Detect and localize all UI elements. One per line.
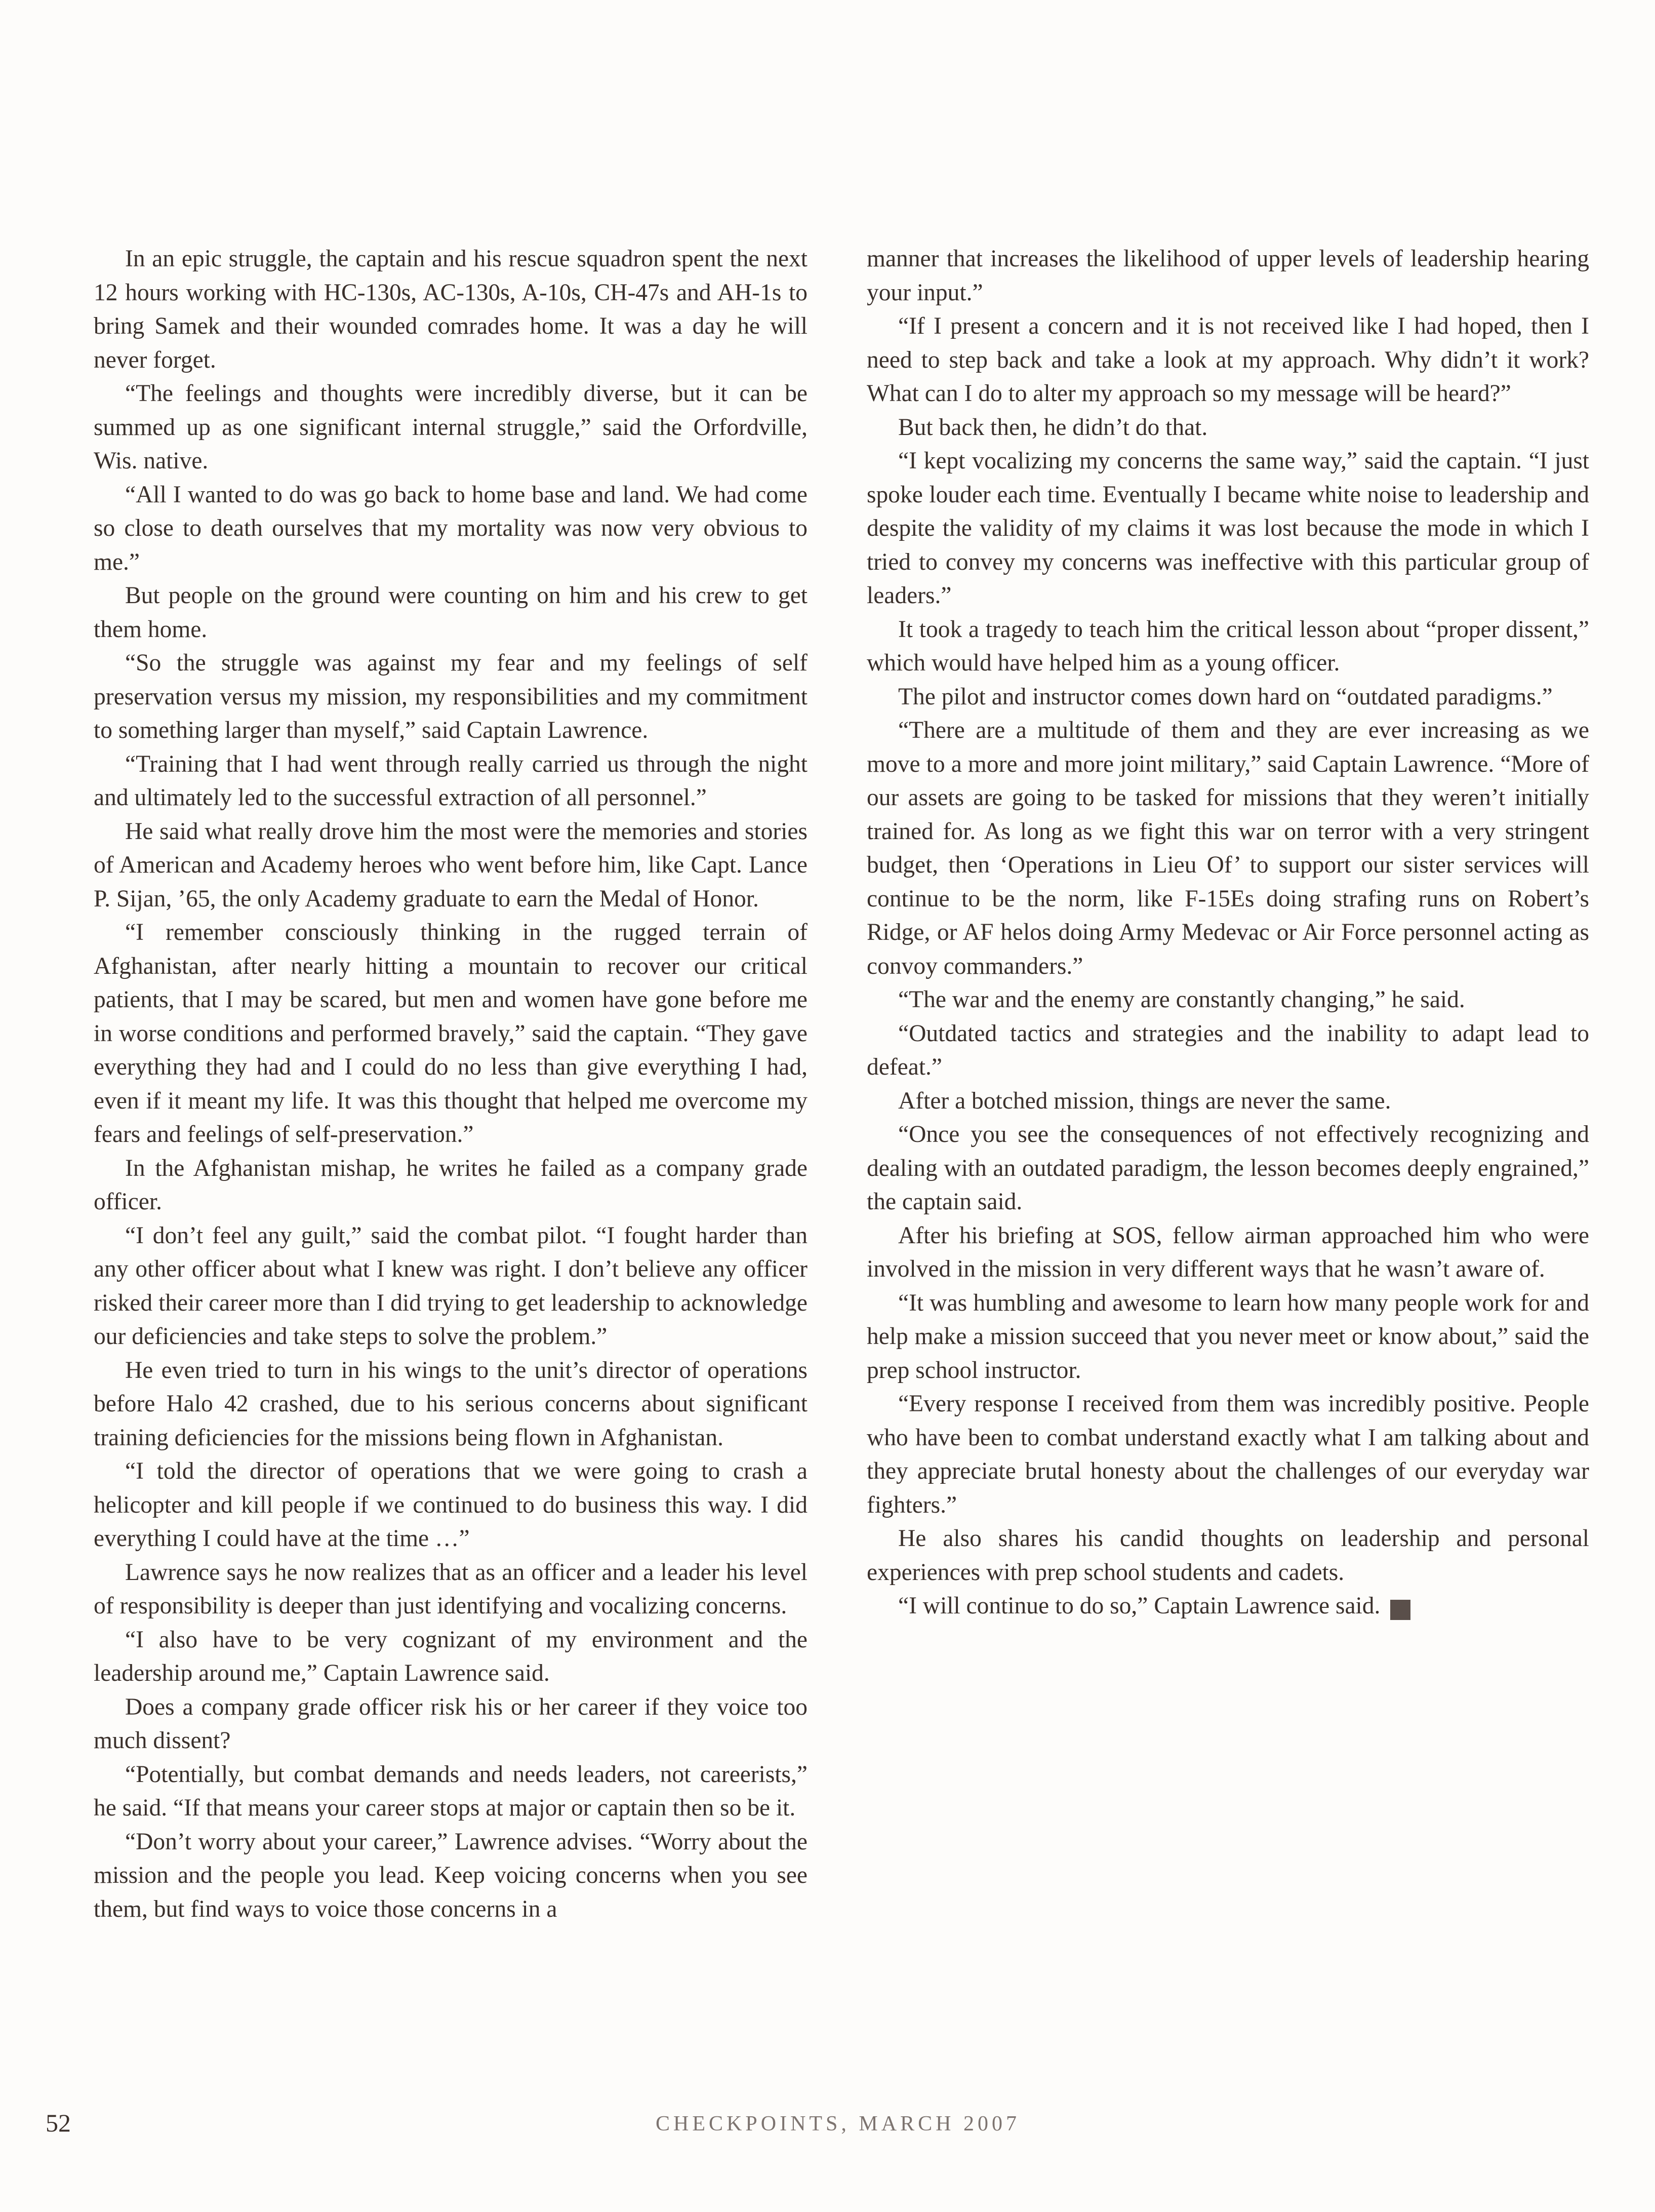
final-paragraph — [867, 1589, 1589, 1623]
paragraph: Does a company grade officer risk his or her career if they voice too much dissent? — [94, 1693, 808, 1754]
paragraph: “I also have to be very cognizant of my environment and the leadership around me,” Captain Lawrence said. — [94, 1626, 808, 1686]
paragraph: “If I present a concern and it is not received like I had hoped, then I need to step back and take a look at my approach. Why didn’t it work? What can I do to alter my approach so my message will be heard?” — [867, 313, 1589, 407]
paragraph: It took a tragedy to teach him the critical lesson about “proper dissent,” which would have helped him as a young officer. — [867, 616, 1589, 676]
paragraph: “Potentially, but combat demands and needs leaders, not careerists,” he said. “If that means your career stops at major or captain then so be it. — [94, 1761, 808, 1821]
paragraph: After a botched mission, things are never the same. — [898, 1087, 1391, 1114]
paragraph: “I told the director of operations that we were going to crash a helicopter and kill people if we continued to do business this way. I did everything I could have at the time …” — [94, 1458, 808, 1552]
paragraph: “All I wanted to do was go back to home base and land. We had come so close to death ourselves that my mortality was now very obvious to me.” — [94, 481, 808, 575]
paragraph: “There are a multitude of them and they are ever increasing as we move to a more and more joint military,” said Captain Lawrence. “More of our assets are going to be tasked for missions that they weren’t initially trained for. As long as we fight this war on terror with a very stringent budget, then ‘Operations in Lieu Of’ to support our sister services will continue to be the norm, like F-15Es doing strafing runs on Robert’s Ridge, or AF helos doing Army Medevac or Air Force personnel acting as convoy commanders.” — [867, 717, 1589, 979]
paragraph: “Outdated tactics and strategies and the inability to adapt lead to defeat.” — [867, 1020, 1589, 1080]
left-column — [94, 242, 808, 1926]
paragraph: “The war and the enemy are constantly changing,” he said. — [898, 986, 1465, 1013]
page-number: 52 — [46, 2109, 71, 2137]
paragraph: “I don’t feel any guilt,” said the combat pilot. “I fought harder than any other officer about what I knew was right. I don’t believe any officer risked their career more than I did trying to get leadership to acknowledge our deficiencies and take steps to solve the problem.” — [94, 1222, 808, 1350]
checkbox-end-mark-icon: ✓ — [1390, 1600, 1410, 1620]
paragraph: He even tried to turn in his wings to the unit’s director of operations before Halo 42 crashed, due to his serious concerns about significant training deficiencies for the missions being flown in Afghanistan. — [94, 1357, 808, 1451]
paragraph: “Don’t worry about your career,” Lawrence advises. “Worry about the mission and the people you lead. Keep voicing concerns when you see them, but find ways to voice those concerns in a — [94, 1828, 808, 1922]
paragraph: “Once you see the consequences of not effectively recognizing and dealing with an outdated paradigm, the lesson becomes deeply engrained,” the captain said. — [867, 1121, 1589, 1215]
paragraph: He said what really drove him the most were the memories and stories of American and Academy heroes who went before him, like Capt. Lance P. Sijan, ’65, the only Academy graduate to earn the Medal of Honor. — [94, 818, 808, 912]
paragraph: Lawrence says he now realizes that as an officer and a leader his level of responsibility is deeper than just identifying and vocalizing concerns. — [94, 1559, 808, 1619]
paragraph: “The feelings and thoughts were incredibly diverse, but it can be summed up as one significant internal struggle,” said the Orfordville, Wis. native. — [94, 380, 808, 474]
right-column — [867, 242, 1589, 1623]
paragraph: “It was humbling and awesome to learn how many people work for and help make a mission succeed that you never meet or know about,” said the prep school instructor. — [867, 1289, 1589, 1384]
paragraph: He also shares his candid thoughts on leadership and personal experiences with prep school students and cadets. — [867, 1525, 1589, 1586]
paragraph: The pilot and instructor comes down hard on “outdated paradigms.” — [898, 683, 1553, 710]
paragraph: “I remember consciously thinking in the rugged terrain of Afghanistan, after nearly hitting a mountain to recover our critical patients, that I may be scared, but men and women have gone before me in worse conditions and performed bravely,” said the captain. “They gave everything they had and I could do no less than give everything I had, even if it meant my life. It was this thought that helped me overcome my fears and feelings of self-preservation.” — [94, 919, 808, 1148]
publication-footer: CHECKPOINTS, MARCH 2007 — [656, 2112, 1020, 2136]
final-paragraph-text: “I will continue to do so,” Captain Lawrence said. — [898, 1593, 1381, 1619]
paragraph: In the Afghanistan mishap, he writes he failed as a company grade officer. — [94, 1155, 808, 1215]
paragraph: “So the struggle was against my fear and my feelings of self preservation versus my mission, my responsibilities and my commitment to something larger than myself,” said Captain Lawrence. — [94, 650, 808, 743]
paragraph: But people on the ground were counting on him and his crew to get them home. — [94, 582, 808, 643]
paragraph-continuation: manner that increases the likelihood of upper levels of leadership hearing your input.” — [867, 246, 1589, 306]
paragraph: After his briefing at SOS, fellow airman approached him who were involved in the mission in very different ways that he wasn’t aware of. — [867, 1222, 1589, 1282]
paragraph: “Every response I received from them was incredibly positive. People who have been to combat understand exactly what I am talking about and they appreciate brutal honesty about the challenges of our everyday war fighters.” — [867, 1391, 1589, 1518]
paragraph: But back then, he didn’t do that. — [898, 414, 1208, 441]
paragraph: “I kept vocalizing my concerns the same way,” said the captain. “I just spoke louder each time. Eventually I became white noise to leadership and despite the validity of my claims it was lost because the mode in which I tried to convey my concerns was ineffective with this particular group of leaders.” — [867, 448, 1589, 609]
paragraph: “Training that I had went through really carried us through the night and ultimately led to the successful extraction of all personnel.” — [94, 750, 808, 811]
paragraph: In an epic struggle, the captain and his rescue squadron spent the next 12 hours working with HC-130s, AC-130s, A-10s, CH-47s and AH-1s to bring Samek and their wounded comrades home. It was a day he will never forget. — [94, 246, 808, 373]
